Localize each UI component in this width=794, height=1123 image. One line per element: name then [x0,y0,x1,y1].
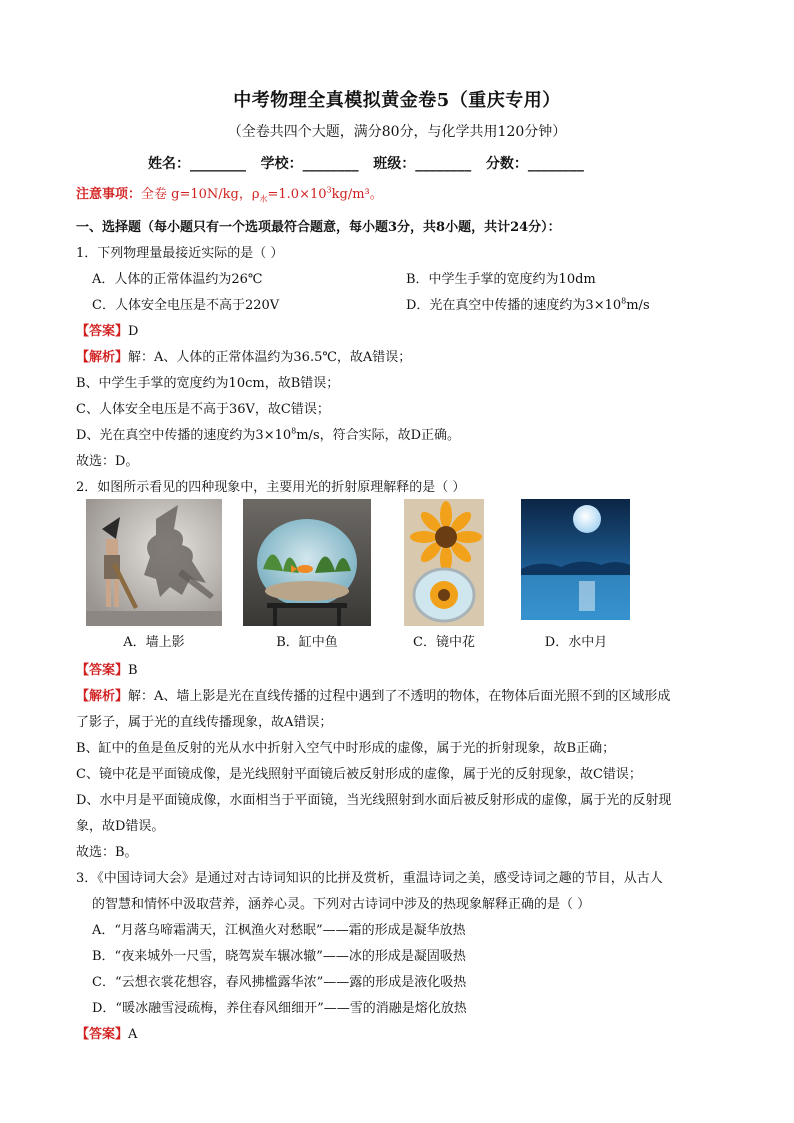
q2-analysis-4: D、水中月是平面镜成像，水面相当于平面镜，当光线照射到水面后被反射形成的虚像，属于光的反射现 [76,793,672,808]
caption-b: B．缸中鱼 [276,635,338,650]
notice-line [76,183,383,205]
q1-option-d-text: D．光在真空中传播的速度约为3×10 [406,298,622,313]
wall-shadow-image [86,499,222,626]
q1-analysis-1-text: 解：A、人体的正常体温约为36.5℃，故A错误； [128,350,412,365]
q1-analysis-4-text: D、光在真空中传播的速度约为3×10 [76,428,292,443]
q2-stem: 2．如图所示看见的四种现象中，主要用光的折射原理解释的是（ ） [76,480,466,495]
q1-analysis-4-rest: m/s，符合实际，故D正确。 [296,428,461,443]
q3-stem-2: 的智慧和情怀中汲取营养，涵养心灵。下列对古诗词中涉及的热现象解释正确的是（ ） [92,897,591,912]
q3-option-c: C．“云想衣裳花想容，春风拂槛露华浓”——露的形成是液化吸热 [92,975,467,990]
notice-text-b: =1.0×10 [267,187,327,202]
q1-analysis-2: B、中学生手掌的宽度约为10cm，故B错误； [76,376,340,391]
student-info-line: 姓名：________ 学校：________ 班级：________ 分数：________ [148,156,584,172]
q1-option-d-unit: m/s [626,298,650,313]
q3-option-b: B．“夜来城外一尺雪，晓驾炭车辗冰辙”——冰的形成是凝固吸热 [92,949,466,964]
q1-option-d-sup: 8 [621,296,627,306]
q2-answer [76,659,138,678]
q1-option-d [406,294,650,313]
q1-answer [76,320,138,339]
q1-stem: 1．下列物理量最接近实际的是（ ） [76,246,284,261]
q1-option-b: B．中学生手掌的宽度约为10dm [406,272,596,287]
caption-a: A．墙上影 [123,635,185,650]
q3-option-a: A．“月落乌啼霜满天，江枫渔火对愁眠”——霜的形成是凝华放热 [92,923,466,938]
caption-c: C．镜中花 [413,635,475,650]
q1-answer-value: D [128,324,139,339]
q2-analysis-5: 故选：B。 [76,845,138,860]
page-title: 中考物理全真模拟黄金卷5（重庆专用） [233,90,561,111]
fish-tank-image [243,499,371,626]
q2-analysis-1b: 了影子，属于光的直线传播现象，故A错误； [76,715,333,730]
q1-option-c: C．人体安全电压是不高于220V [92,298,280,313]
q1-analysis-4-sup: 8 [291,426,297,436]
q1-answer-label: 【答案】 [76,324,129,339]
q2-analysis-1-text: 解：A、墙上影是光在直线传播的过程中遇到了不透明的物体，在物体后面光照不到的区域形成 [128,689,671,704]
notice-text-c: kg/m³。 [331,187,383,202]
q2-answer-value: B [128,663,138,678]
moon-water-illustration [521,499,630,620]
fish-tank-illustration [243,499,371,626]
q1-analysis-label: 【解析】 [76,350,129,365]
q2-analysis-3: C、镜中花是平面镜成像，是光线照射平面镜后被反射形成的虚像，属于光的反射现象，故C错误； [76,767,642,782]
section1-heading: 一、选择题（每小题只有一个选项最符合题意，每小题3分，共8小题，共计24分）： [76,220,561,235]
moon-water-image [521,499,630,620]
q3-stem-1: 3．《中国诗词大会》是通过对古诗词知识的比拼及赏析，重温诗词之美，感受诗词之趣的节目，从古人 [76,871,663,886]
q2-analysis-2: B、缸中的鱼是鱼反射的光从水中折射入空气中时形成的虚像，属于光的折射现象，故B正确； [76,741,616,756]
q1-analysis-1 [76,346,411,365]
q3-answer-label: 【答案】 [76,1027,129,1042]
q1-analysis-3: C、人体安全电压是不高于36V，故C错误； [76,402,330,417]
page-subtitle: （全卷共四个大题，满分80分，与化学共用120分钟） [227,124,567,140]
notice-sup: 3 [326,185,332,195]
q3-answer-value: A [128,1027,138,1042]
q2-analysis-label: 【解析】 [76,689,129,704]
flower-mirror-illustration [404,499,484,626]
q2-analysis-4b: 象，故D错误。 [76,819,165,834]
notice-label: 注意事项： [76,187,142,202]
q2-analysis-1 [76,685,670,704]
q1-analysis-5: 故选：D。 [76,454,139,469]
wall-shadow-illustration [86,499,222,626]
caption-d: D．水中月 [544,635,608,650]
q1-option-a: A．人体的正常体温约为26℃ [92,272,263,287]
q3-answer [76,1023,137,1042]
q3-option-d: D．“暖冰融雪浸疏梅，养住春风细细开”——雪的消融是熔化放热 [92,1001,467,1016]
flower-mirror-image [404,499,484,626]
notice-text-a: 全卷 g=10N/kg，ρ [141,187,260,202]
notice-sub: 水 [259,194,268,204]
q2-answer-label: 【答案】 [76,663,129,678]
q1-analysis-4 [76,424,460,443]
